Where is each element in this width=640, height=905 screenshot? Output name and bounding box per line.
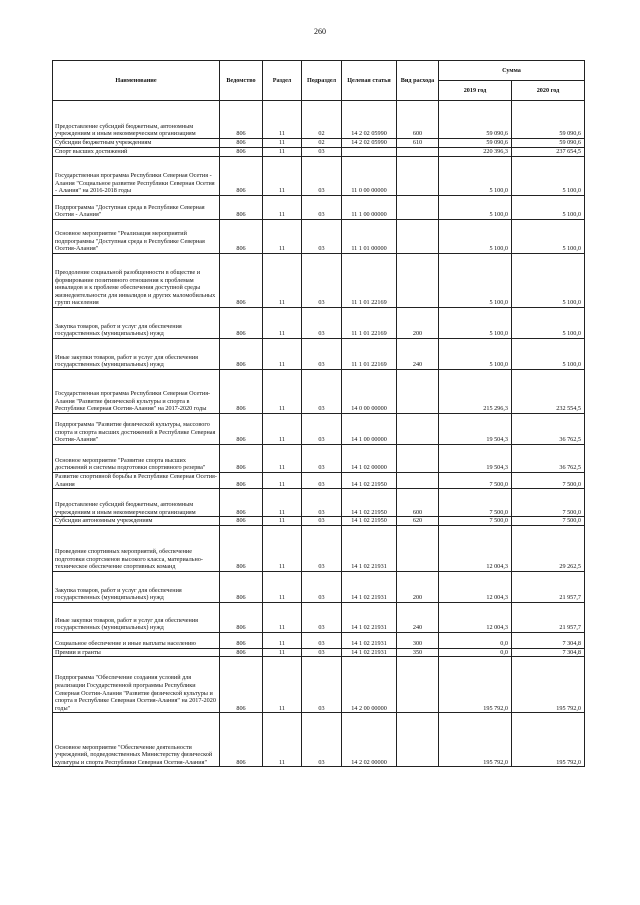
- row-vid-raskhoda: 600: [397, 489, 439, 517]
- header-tselevaya-statya: Целевая статья: [342, 61, 397, 101]
- row-razdel: 11: [263, 414, 302, 445]
- row-tselevaya-statya: [342, 148, 397, 157]
- row-sum-2019: 0,0: [439, 632, 512, 648]
- row-sum-2020: 195 792,0: [512, 713, 585, 767]
- row-vid-raskhoda: 240: [397, 602, 439, 632]
- header-2020: 2020 год: [512, 81, 585, 101]
- row-tselevaya-statya: 14 1 02 21950: [342, 517, 397, 526]
- row-name: Подпрограмма "Развитие физической культуры, массового спорта и спорта высших достижений в Республике Северная Осетия-Алания": [53, 414, 220, 445]
- row-vid-raskhoda: [397, 148, 439, 157]
- row-name: Основное мероприятие "Реализация мероприятий подпрограммы "Доступная среда в Республике Северная Осетия-Алания": [53, 220, 220, 254]
- row-name: Закупка товаров, работ и услуг для обеспечения государственных (муниципальных) нужд: [53, 308, 220, 339]
- row-tselevaya-statya: 11 1 01 22169: [342, 308, 397, 339]
- row-sum-2019: 0,0: [439, 648, 512, 657]
- row-tselevaya-statya: 14 2 00 00000: [342, 657, 397, 713]
- row-sum-2020: 59 090,6: [512, 139, 585, 148]
- row-razdel: 11: [263, 254, 302, 308]
- table-row: [53, 632, 585, 648]
- row-name: Преодоление социальной разобщенности в обществе и формирование позитивного отношения к проблемам инвалидов и к проблеме обеспечения доступной среды жизнедеятельности для инвалидов и других маломобильных групп населения: [53, 254, 220, 308]
- row-vedomstvo: 806: [220, 473, 263, 489]
- row-sum-2020: 36 762,5: [512, 414, 585, 445]
- row-vid-raskhoda: [397, 254, 439, 308]
- row-tselevaya-statya: 14 0 00 00000: [342, 370, 397, 414]
- table-row: [53, 657, 585, 713]
- table-row: [53, 157, 585, 196]
- row-name: Предоставление субсидий бюджетным, автономным учреждениям и иным некоммерческим организациям: [53, 101, 220, 139]
- row-sum-2019: 7 500,0: [439, 489, 512, 517]
- row-razdel: 11: [263, 473, 302, 489]
- row-sum-2020: 7 304,8: [512, 632, 585, 648]
- row-vid-raskhoda: [397, 414, 439, 445]
- table-row: [53, 414, 585, 445]
- row-vedomstvo: 806: [220, 445, 263, 473]
- row-razdel: 11: [263, 657, 302, 713]
- row-sum-2020: 5 100,0: [512, 196, 585, 220]
- row-podrazdel: 03: [302, 632, 342, 648]
- row-tselevaya-statya: 14 2 02 00000: [342, 713, 397, 767]
- row-name: Основное мероприятие "Развитие спорта высших достижений и системы подготовки спортивного резерва": [53, 445, 220, 473]
- row-sum-2020: 7 304,8: [512, 648, 585, 657]
- header-2019: 2019 год: [439, 81, 512, 101]
- row-sum-2020: 59 090,6: [512, 101, 585, 139]
- table-row: [53, 370, 585, 414]
- row-vedomstvo: 806: [220, 602, 263, 632]
- row-sum-2020: 7 500,0: [512, 517, 585, 526]
- row-tselevaya-statya: 14 1 02 21931: [342, 648, 397, 657]
- table-row: [53, 517, 585, 526]
- row-name: Закупка товаров, работ и услуг для обеспечения государственных (муниципальных) нужд: [53, 571, 220, 602]
- row-podrazdel: 03: [302, 196, 342, 220]
- row-name: Субсидии автономным учреждениям: [53, 517, 220, 526]
- table-row: [53, 308, 585, 339]
- row-razdel: 11: [263, 648, 302, 657]
- row-sum-2019: 7 500,0: [439, 517, 512, 526]
- table-row: [53, 220, 585, 254]
- row-vedomstvo: 806: [220, 525, 263, 571]
- row-sum-2020: 5 100,0: [512, 220, 585, 254]
- header-row: [53, 61, 585, 81]
- row-podrazdel: 03: [302, 473, 342, 489]
- row-podrazdel: 03: [302, 713, 342, 767]
- row-podrazdel: 02: [302, 101, 342, 139]
- table-row: [53, 571, 585, 602]
- row-tselevaya-statya: 14 1 02 21950: [342, 489, 397, 517]
- row-podrazdel: 03: [302, 414, 342, 445]
- table-row: [53, 148, 585, 157]
- row-vid-raskhoda: 240: [397, 339, 439, 370]
- row-sum-2019: 12 004,3: [439, 602, 512, 632]
- row-podrazdel: 03: [302, 157, 342, 196]
- row-sum-2019: 12 004,3: [439, 571, 512, 602]
- row-vid-raskhoda: 200: [397, 571, 439, 602]
- row-sum-2019: 19 504,3: [439, 445, 512, 473]
- row-vedomstvo: 806: [220, 713, 263, 767]
- row-vedomstvo: 806: [220, 657, 263, 713]
- row-sum-2019: 19 504,3: [439, 414, 512, 445]
- row-tselevaya-statya: 14 1 02 21931: [342, 602, 397, 632]
- header-vid-raskhoda: Вид расхода: [397, 61, 439, 101]
- row-sum-2019: 59 090,6: [439, 139, 512, 148]
- row-tselevaya-statya: 14 1 00 00000: [342, 414, 397, 445]
- row-name: Премии и гранты: [53, 648, 220, 657]
- row-sum-2020: 7 500,0: [512, 473, 585, 489]
- row-sum-2019: 5 100,0: [439, 157, 512, 196]
- row-tselevaya-statya: 14 2 02 05990: [342, 101, 397, 139]
- row-razdel: 11: [263, 339, 302, 370]
- row-podrazdel: 03: [302, 517, 342, 526]
- row-vid-raskhoda: [397, 370, 439, 414]
- row-sum-2019: 195 792,0: [439, 713, 512, 767]
- row-podrazdel: 03: [302, 339, 342, 370]
- row-razdel: 11: [263, 157, 302, 196]
- row-podrazdel: 03: [302, 370, 342, 414]
- row-razdel: 11: [263, 445, 302, 473]
- row-vedomstvo: 806: [220, 254, 263, 308]
- row-vedomstvo: 806: [220, 101, 263, 139]
- row-vedomstvo: 806: [220, 648, 263, 657]
- row-vedomstvo: 806: [220, 414, 263, 445]
- row-vid-raskhoda: 610: [397, 139, 439, 148]
- row-vid-raskhoda: [397, 157, 439, 196]
- row-vedomstvo: 806: [220, 196, 263, 220]
- table-row: [53, 254, 585, 308]
- row-name: Основное мероприятие "Обеспечение деятельности учреждений, подведомственных Министерству физической культуры и спорта Республики Северная Осетия-Алания": [53, 713, 220, 767]
- row-razdel: 11: [263, 148, 302, 157]
- row-sum-2019: 5 100,0: [439, 196, 512, 220]
- row-name: Субсидии бюджетным учреждениям: [53, 139, 220, 148]
- row-sum-2019: 215 296,3: [439, 370, 512, 414]
- page-number: 260: [314, 27, 326, 36]
- row-tselevaya-statya: 14 2 02 05990: [342, 139, 397, 148]
- row-vedomstvo: 806: [220, 339, 263, 370]
- row-razdel: 11: [263, 308, 302, 339]
- header-name: Наименование: [53, 61, 220, 101]
- table-row: [53, 602, 585, 632]
- row-vedomstvo: 806: [220, 370, 263, 414]
- row-name: Иные закупки товаров, работ и услуг для обеспечения государственных (муниципальных) нужд: [53, 602, 220, 632]
- table-row: [53, 196, 585, 220]
- row-tselevaya-statya: 11 0 00 00000: [342, 157, 397, 196]
- row-vedomstvo: 806: [220, 517, 263, 526]
- row-vid-raskhoda: [397, 220, 439, 254]
- row-vid-raskhoda: [397, 445, 439, 473]
- row-sum-2020: 36 762,5: [512, 445, 585, 473]
- row-podrazdel: 03: [302, 602, 342, 632]
- row-sum-2020: 237 654,5: [512, 148, 585, 157]
- row-podrazdel: 03: [302, 525, 342, 571]
- table-row: [53, 139, 585, 148]
- row-razdel: 11: [263, 370, 302, 414]
- row-sum-2020: 21 957,7: [512, 602, 585, 632]
- row-razdel: 11: [263, 517, 302, 526]
- row-vid-raskhoda: 600: [397, 101, 439, 139]
- row-podrazdel: 03: [302, 220, 342, 254]
- row-vid-raskhoda: [397, 525, 439, 571]
- row-vedomstvo: 806: [220, 139, 263, 148]
- row-sum-2019: 5 100,0: [439, 254, 512, 308]
- header-podrazdel: Подраздел: [302, 61, 342, 101]
- row-razdel: 11: [263, 525, 302, 571]
- row-sum-2020: 5 100,0: [512, 254, 585, 308]
- row-razdel: 11: [263, 602, 302, 632]
- row-sum-2020: 29 262,5: [512, 525, 585, 571]
- row-tselevaya-statya: 11 1 00 00000: [342, 196, 397, 220]
- table-row: [53, 101, 585, 139]
- row-vedomstvo: 806: [220, 157, 263, 196]
- row-sum-2019: 5 100,0: [439, 308, 512, 339]
- row-tselevaya-statya: 14 1 02 21950: [342, 473, 397, 489]
- row-vid-raskhoda: 620: [397, 517, 439, 526]
- row-sum-2019: 5 100,0: [439, 220, 512, 254]
- row-name: Развитие спортивной борьбы в Республике Северная Осетия-Алания: [53, 473, 220, 489]
- row-podrazdel: 03: [302, 648, 342, 657]
- row-podrazdel: 03: [302, 489, 342, 517]
- row-razdel: 11: [263, 220, 302, 254]
- table-row: [53, 339, 585, 370]
- header-summa: Сумма: [439, 61, 585, 81]
- header-vedomstvo: Ведомство: [220, 61, 263, 101]
- row-sum-2019: 5 100,0: [439, 339, 512, 370]
- table-row: [53, 525, 585, 571]
- row-name: Государственная программа Республики Северная Осетия - Алания "Социальное развитие Республики Северная Осетия - Алания" на 2016-2018 годы: [53, 157, 220, 196]
- row-vid-raskhoda: 200: [397, 308, 439, 339]
- row-podrazdel: 03: [302, 657, 342, 713]
- row-name: Подпрограмма "Доступная среда в Республике Северная Осетия - Алания": [53, 196, 220, 220]
- row-podrazdel: 03: [302, 445, 342, 473]
- row-vedomstvo: 806: [220, 220, 263, 254]
- row-vid-raskhoda: [397, 196, 439, 220]
- row-sum-2020: 232 554,5: [512, 370, 585, 414]
- row-name: Иные закупки товаров, работ и услуг для обеспечения государственных (муниципальных) нужд: [53, 339, 220, 370]
- row-sum-2020: 5 100,0: [512, 308, 585, 339]
- table-row: [53, 473, 585, 489]
- row-razdel: 11: [263, 632, 302, 648]
- row-vedomstvo: 806: [220, 632, 263, 648]
- row-vedomstvo: 806: [220, 489, 263, 517]
- row-vid-raskhoda: [397, 657, 439, 713]
- row-podrazdel: 03: [302, 254, 342, 308]
- row-sum-2020: 195 792,0: [512, 657, 585, 713]
- table-row: [53, 648, 585, 657]
- row-sum-2020: 21 957,7: [512, 571, 585, 602]
- row-razdel: 11: [263, 489, 302, 517]
- row-podrazdel: 03: [302, 571, 342, 602]
- row-tselevaya-statya: 11 1 01 00000: [342, 220, 397, 254]
- row-name: Предоставление субсидий бюджетным, автономным учреждениям и иным некоммерческим организациям: [53, 489, 220, 517]
- row-vid-raskhoda: [397, 473, 439, 489]
- row-sum-2019: 59 090,6: [439, 101, 512, 139]
- row-razdel: 11: [263, 196, 302, 220]
- table-row: [53, 713, 585, 767]
- row-name: Подпрограмма "Обеспечение создания условий для реализации Государственной программы Республики Северная Осетия-Алания "Развитие физической культуры и спорта в Республике Северная Осетия-Алания" на 2017-2020 годы": [53, 657, 220, 713]
- row-podrazdel: 03: [302, 148, 342, 157]
- row-sum-2019: 12 004,3: [439, 525, 512, 571]
- row-vid-raskhoda: 350: [397, 648, 439, 657]
- row-vid-raskhoda: 300: [397, 632, 439, 648]
- row-tselevaya-statya: 14 1 02 21931: [342, 632, 397, 648]
- row-tselevaya-statya: 11 1 01 22169: [342, 254, 397, 308]
- table-body: [53, 101, 585, 767]
- row-sum-2019: 220 396,3: [439, 148, 512, 157]
- row-tselevaya-statya: 11 1 01 22169: [342, 339, 397, 370]
- row-sum-2020: 7 500,0: [512, 489, 585, 517]
- row-sum-2019: 195 792,0: [439, 657, 512, 713]
- row-name: Социальное обеспечение и иные выплаты населению: [53, 632, 220, 648]
- row-name: Государственная программа Республики Северная Осетия-Алания "Развитие физической культуры и спорта в Республике Северная Осетия-Алания" на 2017-2020 годы: [53, 370, 220, 414]
- row-podrazdel: 02: [302, 139, 342, 148]
- row-tselevaya-statya: 14 1 02 21931: [342, 525, 397, 571]
- row-podrazdel: 03: [302, 308, 342, 339]
- row-sum-2020: 5 100,0: [512, 339, 585, 370]
- row-vedomstvo: 806: [220, 571, 263, 602]
- row-razdel: 11: [263, 139, 302, 148]
- row-vid-raskhoda: [397, 713, 439, 767]
- row-vedomstvo: 806: [220, 148, 263, 157]
- row-razdel: 11: [263, 571, 302, 602]
- row-tselevaya-statya: 14 1 02 21931: [342, 571, 397, 602]
- row-sum-2020: 5 100,0: [512, 157, 585, 196]
- row-vedomstvo: 806: [220, 308, 263, 339]
- row-name: Проведение спортивных мероприятий, обеспечение подготовки спортсменов высокого класса, материально-техническое обеспечение спортивных команд: [53, 525, 220, 571]
- row-sum-2019: 7 500,0: [439, 473, 512, 489]
- table-row: [53, 445, 585, 473]
- header-razdel: Раздел: [263, 61, 302, 101]
- row-tselevaya-statya: 14 1 02 00000: [342, 445, 397, 473]
- table-row: [53, 489, 585, 517]
- budget-table: [52, 60, 585, 767]
- row-razdel: 11: [263, 713, 302, 767]
- row-name: Спорт высших достижений: [53, 148, 220, 157]
- row-razdel: 11: [263, 101, 302, 139]
